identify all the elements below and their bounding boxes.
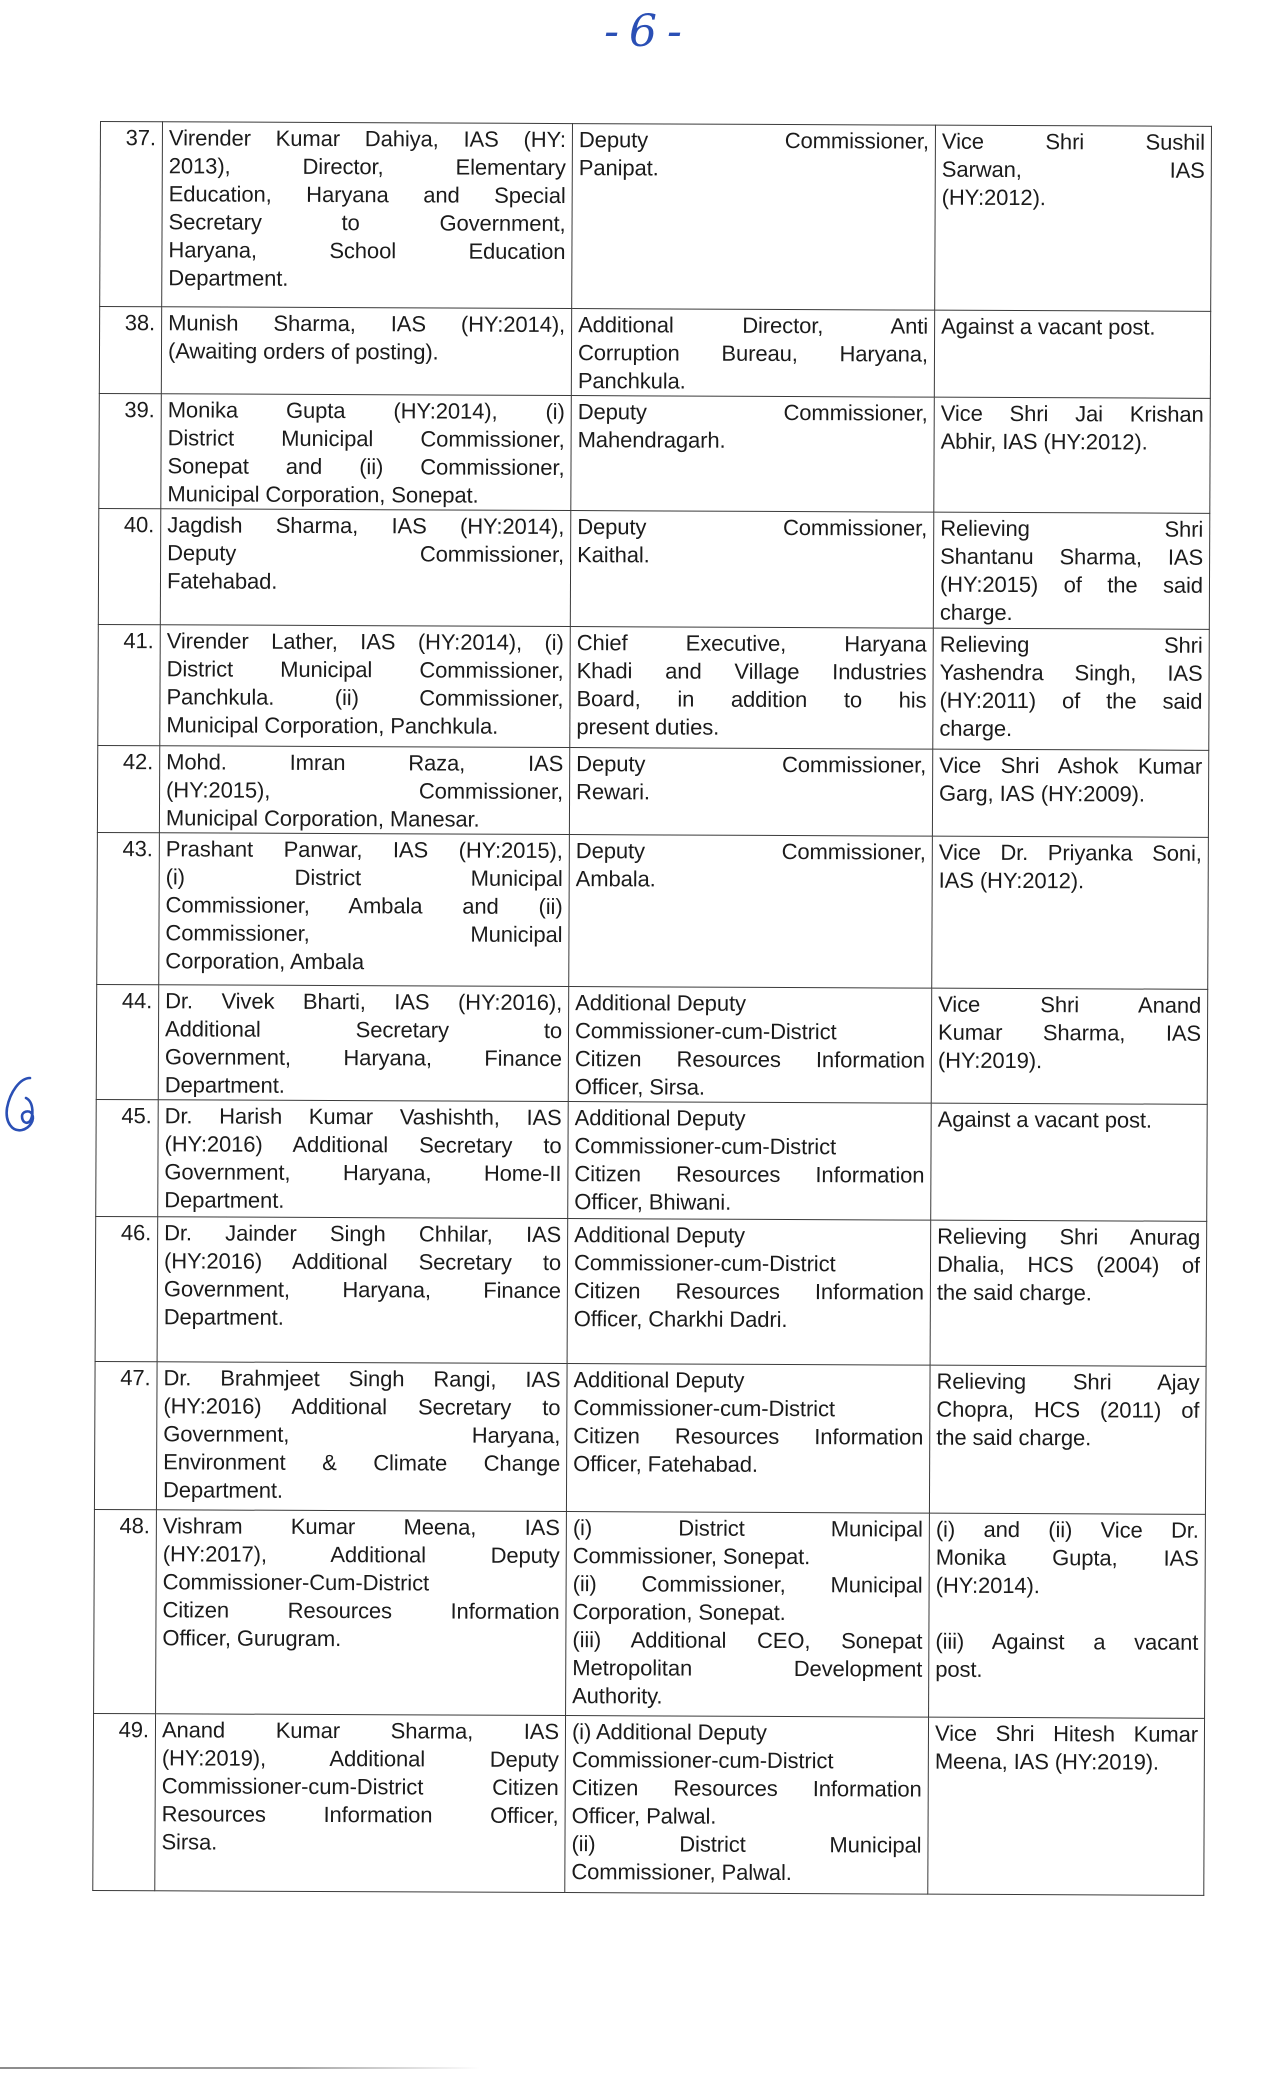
text-line: Dhalia, HCS (2004) of — [936, 1251, 1201, 1278]
remarks-cell — [929, 1365, 1206, 1514]
officer-cell — [160, 625, 571, 748]
text-line: Commissioner-cum-District — [571, 1747, 834, 1774]
text-line: present duties. — [576, 714, 720, 740]
serial-number: 46. — [95, 1216, 158, 1361]
text-line: Commissioner-Cum-District — [162, 1569, 430, 1596]
posted-as-cell — [568, 1102, 932, 1221]
text-line: Prashant Panwar, IAS (HY:2015), — [165, 836, 563, 864]
text-line: Commissioner, Ambala and (ii) — [165, 892, 563, 920]
text-line: Commissioner, Municipal — [165, 920, 563, 948]
text-line: (HY:2011) of the said — [939, 687, 1203, 714]
serial-number: 39. — [99, 393, 162, 508]
table-row — [95, 1216, 1207, 1366]
text-line: Kumar Sharma, IAS — [937, 1019, 1202, 1046]
text-line: Government, Haryana, — [163, 1421, 561, 1449]
text-line: Deputy Commissioner, — [578, 127, 929, 154]
text-line: Yashendra Singh, IAS — [939, 659, 1203, 686]
text-line: (ii) Commissioner, Municipal — [572, 1571, 923, 1598]
text-line: Shantanu Sharma, IAS — [940, 543, 1204, 570]
text-line: Department. — [168, 265, 289, 291]
remarks-cell — [929, 1513, 1206, 1718]
text-line: Corruption Bureau, Haryana, — [577, 340, 929, 367]
text-line: Citizen Resources Information — [574, 1161, 925, 1188]
serial-number: 49. — [93, 1713, 156, 1890]
remarks-cell — [933, 512, 1210, 629]
officer-cell — [155, 1714, 566, 1893]
transfer-orders-table — [92, 121, 1212, 1896]
text-line: Department. — [162, 1477, 284, 1503]
text-line: Monika Gupta (HY:2014), (i) — [167, 397, 565, 425]
text-line: Commissioner, Palwal. — [571, 1859, 792, 1886]
text-line: Department. — [163, 1304, 284, 1330]
text-line: the said charge. — [936, 1279, 1092, 1306]
remarks-cell — [935, 125, 1212, 311]
text-line: (HY:2016) Additional Secretary to — [164, 1131, 562, 1159]
text-line: Commissioner-cum-District — [574, 1018, 837, 1045]
text-line: Mahendragarh. — [577, 427, 726, 453]
text-line: Vice Shri Ashok Kumar — [939, 752, 1203, 779]
posted-as-cell — [570, 511, 934, 629]
text-line: Officer, Palwal. — [571, 1803, 717, 1829]
text-line: Monika Gupta, IAS — [935, 1544, 1199, 1571]
serial-number: 41. — [98, 624, 161, 745]
text-line: Citizen Resources Information — [573, 1278, 924, 1305]
text-line: Deputy Commissioner, — [167, 540, 565, 568]
text-line: Officer, Sirsa. — [574, 1074, 705, 1100]
serial-number: 45. — [96, 1099, 159, 1216]
text-line: (Awaiting orders of posting). — [167, 338, 439, 365]
text-line: Rewari. — [576, 779, 651, 805]
text-line: Additional Deputy — [574, 1222, 745, 1248]
posted-as-cell — [569, 835, 933, 989]
table-row — [96, 984, 1207, 1104]
text-line: Citizen Resources Information — [162, 1597, 560, 1625]
text-line: (HY:2014). — [935, 1572, 1040, 1599]
remarks-cell — [931, 988, 1207, 1104]
text-line: Commissioner-cum-District — [574, 1133, 837, 1160]
text-line: Dr. Harish Kumar Vashishth, IAS — [164, 1103, 562, 1131]
text-line: Dr. Vivek Bharti, IAS (HY:2016), — [165, 988, 563, 1016]
text-line: Additional Deputy — [573, 1367, 745, 1393]
table-row — [98, 508, 1209, 629]
text-line: Citizen Resources Information — [574, 1046, 925, 1073]
serial-number: 37. — [100, 122, 163, 307]
serial-number: 43. — [97, 832, 160, 984]
text-line: Commissioner, Sonepat. — [572, 1543, 811, 1570]
text-line: Garg, IAS (HY:2009). — [939, 780, 1146, 807]
remarks-cell — [928, 1717, 1205, 1895]
text-line: (iii) Additional CEO, Sonepat — [572, 1627, 923, 1654]
serial-number: 44. — [96, 984, 159, 1099]
text-line: Deputy Commissioner, — [577, 399, 928, 426]
text-line: Chopra, HCS (2011) of — [936, 1396, 1200, 1423]
table-row — [98, 624, 1210, 750]
text-line: Against a vacant post. — [937, 1106, 1152, 1133]
text-line: Additional Secretary to — [164, 1016, 563, 1044]
text-line: Anand Kumar Sharma, IAS — [161, 1717, 560, 1745]
text-line: (HY:2017), Additional Deputy — [162, 1541, 560, 1569]
text-line: Haryana, School Education — [168, 237, 566, 265]
text-line: (ii) District Municipal — [571, 1831, 922, 1858]
text-line: Deputy Commissioner, — [576, 751, 927, 778]
table-row — [99, 393, 1210, 513]
posted-as-cell — [567, 1219, 931, 1366]
text-line: Vice Shri Hitesh Kumar — [934, 1720, 1199, 1747]
table-row — [94, 1509, 1206, 1718]
text-line: Relieving Shri Ajay — [936, 1368, 1200, 1395]
text-line: post. — [935, 1656, 983, 1682]
footer-rule — [0, 2067, 480, 2069]
table-row — [94, 1361, 1206, 1514]
officer-cell — [158, 1100, 569, 1219]
text-line: (HY:2015) of the said — [939, 571, 1204, 598]
text-line: Vice Shri Jai Krishan — [940, 400, 1204, 427]
text-line: IAS (HY:2012). — [938, 867, 1085, 894]
officer-cell — [156, 1510, 567, 1716]
text-line: Citizen Resources Information — [573, 1423, 924, 1450]
text-line: (HY:2019), Additional Deputy — [161, 1745, 559, 1773]
posted-as-cell — [568, 987, 931, 1104]
paragraph-gap — [935, 1600, 1198, 1629]
text-line: Vice Shri Anand — [938, 991, 1202, 1018]
text-line: (HY:2015), Commissioner, — [166, 777, 564, 805]
text-line: (HY:2016) Additional Secretary to — [163, 1248, 562, 1276]
text-line: Panchkula. (ii) Commissioner, — [166, 684, 564, 712]
serial-number: 48. — [94, 1509, 157, 1713]
text-line: Meena, IAS (HY:2019). — [934, 1748, 1160, 1775]
page-number: -6- — [604, 6, 692, 57]
officer-cell — [158, 985, 568, 1102]
text-line: (i) Additional Deputy — [571, 1719, 767, 1745]
text-line: Education, Haryana and Special — [168, 181, 566, 209]
text-line: Government, Haryana, Finance — [164, 1044, 562, 1072]
remarks-cell — [934, 310, 1210, 398]
text-line: Corporation, Sonepat. — [572, 1599, 786, 1626]
officer-cell — [162, 122, 573, 309]
text-line: (HY:2012). — [941, 184, 1046, 211]
text-line: Officer, Gurugram. — [162, 1625, 342, 1652]
text-line: Relieving Shri Anurag — [937, 1223, 1201, 1250]
text-line: charge. — [939, 715, 1013, 741]
table-row — [100, 122, 1212, 312]
text-line: the said charge. — [936, 1424, 1092, 1451]
text-line: Khadi and Village Industries — [576, 658, 927, 685]
text-line: Virender Lather, IAS (HY:2014), (i) — [166, 628, 564, 656]
text-line: Against a vacant post. — [941, 313, 1156, 340]
posted-as-cell — [565, 1716, 929, 1895]
text-line: Fatehabad. — [166, 568, 278, 594]
text-line: Munish Sharma, IAS (HY:2014), — [168, 310, 566, 338]
serial-number: 38. — [99, 307, 161, 394]
serial-number: 42. — [97, 745, 159, 832]
posted-as-cell — [571, 309, 934, 398]
text-line: (i) District Municipal — [572, 1515, 923, 1542]
text-line: Abhir, IAS (HY:2012). — [940, 428, 1148, 455]
text-line: 2013), Director, Elementary — [168, 153, 566, 181]
remarks-cell — [931, 1103, 1208, 1221]
text-line: Citizen Resources Information — [571, 1775, 922, 1802]
text-line: Deputy Commissioner, — [575, 838, 926, 865]
text-line: Sarwan, IAS — [941, 156, 1205, 183]
text-line: Mohd. Imran Raza, IAS — [166, 749, 564, 777]
text-line: Commissioner-cum-District — [573, 1250, 836, 1277]
officer-cell — [160, 509, 571, 627]
text-line: District Municipal Commissioner, — [166, 656, 564, 684]
text-line: Officer, Bhiwani. — [574, 1189, 732, 1215]
text-line: (iii) Against a vacant — [935, 1628, 1199, 1655]
text-line: Resources Information Officer, — [161, 1801, 559, 1829]
table-row — [97, 832, 1209, 989]
officer-cell — [159, 833, 570, 987]
text-line: Commissioner-cum-District Citizen — [161, 1773, 559, 1801]
text-line: Authority. — [572, 1683, 663, 1709]
officer-cell — [159, 746, 569, 835]
text-line: Relieving Shri — [939, 631, 1203, 658]
text-line: Kaithal. — [577, 542, 650, 568]
text-line: Department. — [164, 1187, 285, 1213]
text-line: Officer, Charkhi Dadri. — [573, 1306, 788, 1333]
officer-cell — [157, 1217, 568, 1364]
table-row — [97, 745, 1208, 837]
posted-as-cell — [571, 396, 934, 513]
text-line: Environment & Climate Change — [163, 1449, 561, 1477]
text-line: Secretary to Government, — [168, 209, 566, 237]
text-line: (i) and (ii) Vice Dr. — [935, 1516, 1199, 1543]
text-line: Commissioner-cum-District — [573, 1395, 835, 1422]
text-line: Additional Deputy — [574, 1105, 746, 1131]
text-line: Corporation, Ambala — [165, 948, 365, 975]
margin-initial-mark — [2, 1072, 42, 1138]
text-line: Relieving Shri — [940, 515, 1204, 542]
text-line: Chief Executive, Haryana — [576, 630, 927, 657]
text-line: Jagdish Sharma, IAS (HY:2014), — [167, 512, 565, 540]
text-line: Dr. Brahmjeet Singh Rangi, IAS — [163, 1365, 561, 1393]
text-line: (i) District Municipal — [165, 864, 563, 892]
text-line: Panchkula. — [577, 368, 686, 394]
posted-as-cell — [566, 1364, 930, 1514]
table-row — [93, 1713, 1205, 1895]
serial-number: 47. — [94, 1361, 157, 1509]
text-line: Dr. Jainder Singh Chhilar, IAS — [164, 1220, 562, 1248]
text-line: Sonepat and (ii) Commissioner, — [167, 453, 565, 481]
text-line: Metropolitan Development — [572, 1655, 923, 1682]
remarks-cell — [933, 628, 1210, 750]
posted-as-cell — [572, 124, 936, 311]
text-line: Ambala. — [575, 866, 656, 892]
posted-as-cell — [570, 627, 934, 750]
text-line: charge. — [939, 599, 1013, 625]
text-line: Vishram Kumar Meena, IAS — [162, 1513, 560, 1541]
posted-as-cell — [569, 748, 932, 837]
text-line: Additional Deputy — [575, 990, 746, 1016]
table-row — [99, 307, 1210, 399]
text-line: Deputy Commissioner, — [577, 514, 928, 541]
text-line: Virender Kumar Dahiya, IAS (HY: — [168, 125, 566, 153]
officer-cell — [156, 1362, 567, 1512]
text-line: District Municipal Commissioner, — [167, 425, 565, 453]
text-line: Board, in addition to his — [576, 686, 927, 713]
text-line: Officer, Fatehabad. — [573, 1451, 759, 1477]
remarks-cell — [930, 1220, 1207, 1366]
officer-cell — [161, 394, 571, 511]
text-line: (HY:2019). — [937, 1047, 1043, 1074]
text-line: Panipat. — [578, 155, 659, 181]
text-line: (HY:2016) Additional Secretary to — [163, 1393, 561, 1421]
text-line: Sirsa. — [161, 1829, 218, 1855]
remarks-cell — [932, 749, 1208, 837]
serial-number: 40. — [98, 508, 161, 624]
remarks-cell — [932, 836, 1209, 989]
table-row — [96, 1099, 1208, 1221]
text-line: Municipal Corporation, Sonepat. — [167, 481, 479, 508]
text-line: Additional Director, Anti — [578, 312, 929, 339]
text-line: Vice Dr. Priyanka Soni, — [938, 839, 1202, 866]
text-line: Government, Haryana, Home-II — [164, 1159, 562, 1187]
officer-cell — [161, 307, 571, 396]
posted-as-cell — [566, 1512, 930, 1718]
text-line: Department. — [164, 1072, 285, 1098]
text-line: Municipal Corporation, Panchkula. — [166, 712, 499, 739]
text-line: Vice Shri Sushil — [941, 128, 1205, 155]
remarks-cell — [934, 397, 1210, 513]
text-line: Government, Haryana, Finance — [163, 1276, 561, 1304]
text-line: Municipal Corporation, Manesar. — [165, 805, 480, 832]
